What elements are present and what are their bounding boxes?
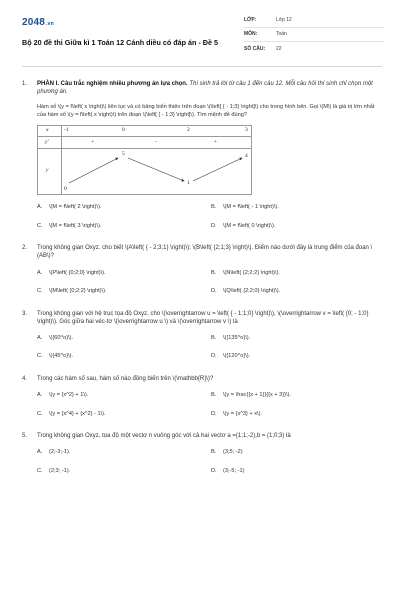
arrow-up-icon xyxy=(193,158,242,181)
question-number: 2. xyxy=(22,245,28,252)
option-c[interactable] xyxy=(37,353,211,361)
option-text: \(M = f\left( - 1 \right)\). xyxy=(223,204,279,211)
section-heading xyxy=(37,80,382,96)
option-letter: D. xyxy=(211,410,217,417)
info-value: Lớp 12 xyxy=(276,17,292,24)
option-text: \(Q\left( {2;2;0} \right)\). xyxy=(223,288,281,295)
header-divider xyxy=(22,66,382,67)
option-d[interactable] xyxy=(211,468,385,476)
option-text: \({120^o}\). xyxy=(223,353,251,360)
question-5 xyxy=(22,432,382,475)
table-x-value: -1 xyxy=(64,127,69,134)
option-b[interactable] xyxy=(211,204,385,212)
option-text: (3;-5; -1) xyxy=(223,467,245,474)
document-title: Bộ 20 đề thi Giữa kì 1 Toán 12 Cánh diều có đáp án - Đề 5 xyxy=(22,38,218,47)
question-text: Trong không gian Oxyz, tọa độ một vectơ n vuông góc với cả hai vectơ a =(1;1;-2),b = (1;0;3) là xyxy=(37,433,291,440)
option-letter: C. xyxy=(37,222,43,229)
question-4 xyxy=(22,375,382,418)
option-text: \(y = {x^3} + x\). xyxy=(223,410,263,417)
option-letter: B. xyxy=(211,392,217,399)
option-d[interactable] xyxy=(211,223,385,231)
option-a[interactable] xyxy=(37,335,211,343)
option-text: \(y = {x^4} + {x^2} - 1\). xyxy=(49,410,106,417)
info-label: LỚP: xyxy=(244,17,257,24)
question-3 xyxy=(22,310,382,361)
option-a[interactable] xyxy=(37,204,211,212)
table-sign: + xyxy=(91,139,95,146)
info-value: 22 xyxy=(276,45,282,52)
table-sign: - xyxy=(155,139,157,146)
info-label: MÔN: xyxy=(244,31,258,38)
option-letter: B. xyxy=(211,204,217,211)
option-letter: C. xyxy=(37,353,43,360)
table-y-value: 5 xyxy=(122,151,125,158)
option-a[interactable] xyxy=(37,392,211,400)
option-d[interactable] xyxy=(211,353,385,361)
option-d[interactable] xyxy=(211,288,385,296)
arrow-down-icon xyxy=(128,158,184,181)
option-letter: B. xyxy=(211,269,217,276)
option-text: \(M = f\left( 0 \right)\). xyxy=(223,222,276,229)
option-text: \(M = f\left( 3 \right)\). xyxy=(49,222,102,229)
table-x-value: 2 xyxy=(187,127,190,134)
table-y-value: 0 xyxy=(64,186,67,193)
option-letter: A. xyxy=(37,269,43,276)
question-2 xyxy=(22,244,382,295)
section-title: PHẦN I. Câu trắc nghiệm nhiều phương án lựa chọn. xyxy=(37,81,188,87)
option-letter: A. xyxy=(37,204,43,211)
question-text: Trong không gian với hệ trục tọa độ Oxyz, cho \(\overrightarrow u = \left( { - 1;1;0} \right)\), \(\overrightarrow v = \left( {0; - 1;0} \right)\). Góc giữa hai véc-tơ \(\overrightarrow u \) và \(\overrightarrow v \) là xyxy=(37,310,369,325)
variation-table xyxy=(37,125,252,195)
question-number: 4. xyxy=(22,375,28,382)
option-b[interactable] xyxy=(211,392,385,400)
option-letter: A. xyxy=(37,449,43,456)
table-y-value: 4 xyxy=(245,153,248,160)
option-text: \(M\left( {0;2;2} \right)\). xyxy=(49,288,107,295)
info-label: SỐ CÂU: xyxy=(244,45,266,52)
table-x-label: x xyxy=(46,127,49,134)
section-instruction: Thí sinh trả lời từ câu 1 đến câu 12. Mỗi câu hỏi thí sinh chỉ chọn một phương án. xyxy=(37,81,373,96)
option-c[interactable] xyxy=(37,411,211,419)
info-value: Toán xyxy=(276,31,287,38)
answer-options xyxy=(37,392,382,418)
option-text: \(y = {x^2} + 1\). xyxy=(49,392,89,399)
option-letter: D. xyxy=(211,222,217,229)
page-header xyxy=(22,14,382,60)
option-text: \(y = \frac{{x + 1}}{{x + 3}}\). xyxy=(223,392,291,399)
option-text: \(M = f\left( 2 \right)\). xyxy=(49,204,102,211)
option-letter: C. xyxy=(37,467,43,474)
option-b[interactable] xyxy=(211,270,385,278)
answer-options xyxy=(37,335,382,361)
option-a[interactable] xyxy=(37,449,211,457)
option-text: \({45^o}\). xyxy=(49,353,74,360)
option-letter: B. xyxy=(211,334,217,341)
option-d[interactable] xyxy=(211,411,385,419)
question-number: 1. xyxy=(22,81,28,87)
table-yprime-label: y' xyxy=(45,139,49,146)
option-text: (3;5; -2) xyxy=(223,449,243,456)
info-row-count xyxy=(244,42,384,56)
option-letter: C. xyxy=(37,410,43,417)
option-letter: B. xyxy=(211,449,217,456)
answer-options xyxy=(37,449,382,475)
question-number: 5. xyxy=(22,433,28,440)
answer-options xyxy=(37,204,382,230)
option-letter: A. xyxy=(37,334,43,341)
logo-text: 2048 xyxy=(22,17,46,28)
table-x-value: 0 xyxy=(122,127,125,134)
question-number: 3. xyxy=(22,310,28,317)
option-b[interactable] xyxy=(211,335,385,343)
question-text: Trong không gian Oxyz. cho biết \(A\left( { - 2;3;1} \right)\); \(B\left( {2;1;3} \right)\). Điểm nào dưới đây là trung điểm của đoạn \(AB\)? xyxy=(37,245,373,260)
info-row-subject xyxy=(244,28,384,42)
option-text: \({135^o}\). xyxy=(223,334,251,341)
logo-suffix: .vn xyxy=(46,21,54,27)
info-row-class xyxy=(244,14,384,28)
question-1 xyxy=(22,80,382,230)
option-c[interactable] xyxy=(37,288,211,296)
option-letter: D. xyxy=(211,288,217,295)
site-logo[interactable] xyxy=(22,16,54,30)
table-y-value: 1 xyxy=(187,180,190,187)
option-c[interactable] xyxy=(37,223,211,231)
table-x-value: 3 xyxy=(245,127,248,134)
exam-info-box xyxy=(244,14,384,56)
option-letter: D. xyxy=(211,353,217,360)
arrow-up-icon xyxy=(69,158,118,183)
table-y-label: y xyxy=(46,167,49,174)
option-text: (2;3; -1). xyxy=(49,467,71,474)
option-letter: C. xyxy=(37,288,43,295)
option-text: (2;-3;-1). xyxy=(49,449,71,456)
option-letter: A. xyxy=(37,392,43,399)
option-b[interactable] xyxy=(211,449,385,457)
option-text: \(N\left( {2;2;2} \right)\). xyxy=(223,269,280,276)
option-letter: D. xyxy=(211,467,217,474)
answer-options xyxy=(37,270,382,296)
option-c[interactable] xyxy=(37,468,211,476)
option-a[interactable] xyxy=(37,270,211,278)
questions-content xyxy=(22,80,382,485)
question-text: Trong các hàm số sau, hàm số nào đồng biến trên \(\mathbb{R}\)? xyxy=(37,375,214,382)
option-text: \(P\left( {0;2;0} \right)\). xyxy=(49,269,106,276)
table-sign: + xyxy=(214,139,218,146)
question-text: Hàm số \(y = f\left( x \right)\) liên tục và có bảng biến thiên trên đoạn \(\left[ { - 1;3} \right]\) cho trong hình bên. Gọi \(M\) là giá trị lớn nhất của hàm số \(y = f\left( x \right)\) trên đoạn \(\left[ { - 1;3} \right]\). Tìm mệnh đề đúng? xyxy=(37,104,375,118)
option-text: \({60^o}\). xyxy=(49,334,74,341)
variation-arrows xyxy=(38,126,253,196)
